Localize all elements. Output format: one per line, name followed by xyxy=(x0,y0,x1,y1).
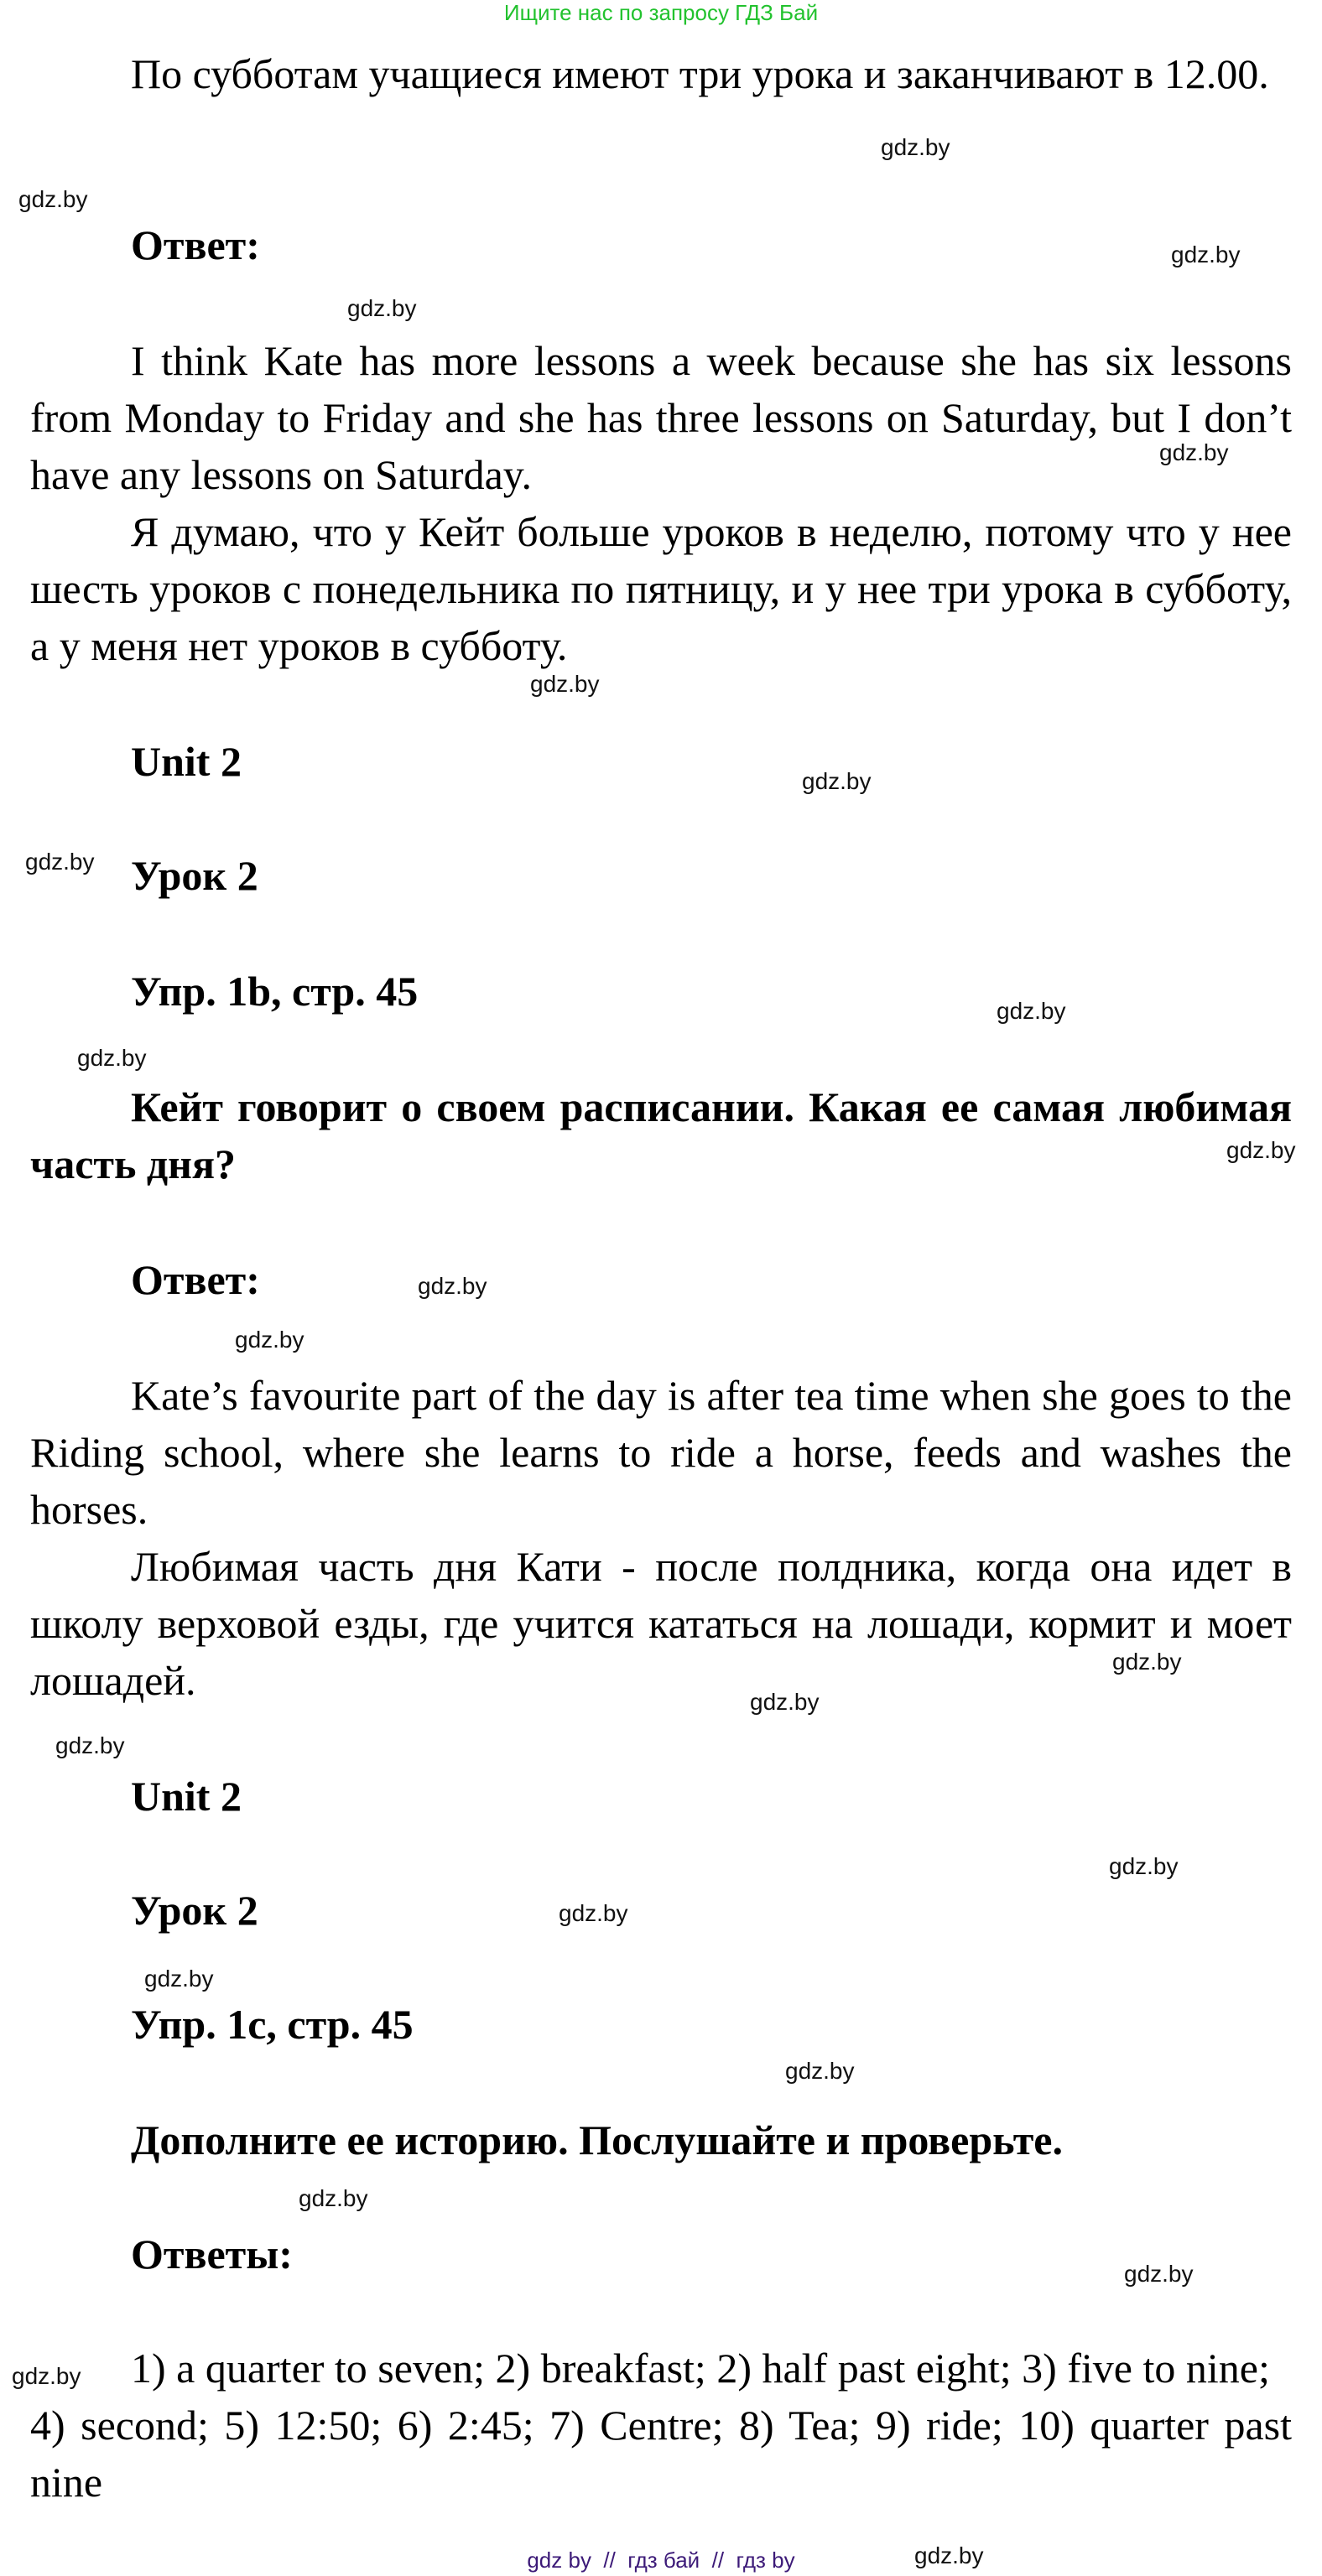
section-3-answers xyxy=(30,2340,1292,2511)
section-1-answer-label xyxy=(30,216,1292,273)
section-3-task xyxy=(30,2111,1292,2168)
section-3-answer-label xyxy=(30,2225,1292,2283)
exercise-heading: Упр. 1c, стр. 45 xyxy=(131,2001,414,2048)
section-2-task xyxy=(30,1078,1292,1192)
watermark-text: gdz.by xyxy=(55,1732,125,1758)
watermark-text: gdz.by xyxy=(750,1689,820,1715)
footer-banner: gdz by // гдз бай // гдз by xyxy=(527,2547,795,2573)
section-2-lesson xyxy=(30,847,1292,904)
watermark-text: gdz.by xyxy=(18,186,88,212)
watermark-text: gdz.by xyxy=(559,1900,628,1926)
watermark-text: gdz.by xyxy=(881,134,950,160)
watermark-text: gdz.by xyxy=(1159,439,1229,465)
watermark-text: gdz.by xyxy=(418,1273,487,1299)
intro-paragraph-ru: По субботам учащиеся имеют три урока и заканчивают в 12.00. xyxy=(131,50,1269,97)
section-2-answer xyxy=(30,1367,1292,1709)
answer-paragraph-ru: Любимая часть дня Кати - после полдника, когда она идет в школу верховой езды, где учится кататься на лошади, кормит и моет лошадей. xyxy=(30,1543,1292,1704)
watermark-text: gdz.by xyxy=(347,295,417,321)
watermark-text: gdz.by xyxy=(144,1966,214,1992)
watermark-text: gdz.by xyxy=(1109,1853,1179,1879)
section-2-exercise xyxy=(30,963,1292,1020)
section-1-intro xyxy=(30,45,1292,102)
unit-heading: Unit 2 xyxy=(131,1773,242,1820)
watermark-text: gdz.by xyxy=(1124,2261,1194,2287)
watermark-text: gdz.by xyxy=(530,671,600,697)
answers-label: Ответы: xyxy=(131,2231,293,2277)
answer-paragraph-en: I think Kate has more lessons a week because she has six lessons from Monday to Friday and she has three lessons on Saturday, but I don’t have any lessons on Saturday. xyxy=(30,337,1292,498)
section-1-answer xyxy=(30,332,1292,674)
top-search-banner: Ищите нас по запросу ГДЗ Бай xyxy=(503,0,819,25)
watermark-text: gdz.by xyxy=(77,1045,147,1071)
watermark-text: gdz.by xyxy=(235,1327,304,1353)
watermark-text: gdz.by xyxy=(1226,1137,1296,1163)
watermark-text: gdz.by xyxy=(12,2363,81,2389)
watermark-text: gdz.by xyxy=(1112,1649,1182,1675)
exercise-heading: Упр. 1b, стр. 45 xyxy=(131,968,419,1015)
section-2-answer-label xyxy=(30,1251,1292,1308)
section-3-unit xyxy=(30,1768,1292,1825)
answer-paragraph-ru: Я думаю, что у Кейт больше уроков в неделю, потому что у нее шесть уроков с понедельника по пятницу, и у нее три урока в субботу, а у меня нет уроков в субботу. xyxy=(30,508,1292,669)
answers-line-2: 4) second; 5) 12:50; 6) 2:45; 7) Centre; 8) Tea; 9) ride; 10) quarter past nine xyxy=(30,2402,1292,2506)
answers-line-1: 1) a quarter to seven; 2) breakfast; 2) half past eight; 3) five to nine; xyxy=(131,2345,1270,2392)
task-text: Дополните ее историю. Послушайте и проверьте. xyxy=(131,2116,1063,2163)
watermark-text: gdz.by xyxy=(997,998,1066,1024)
answer-label: Ответ: xyxy=(131,1256,260,1303)
task-text: Кейт говорит о своем расписании. Какая ее самая любимая часть дня? xyxy=(30,1083,1292,1187)
section-3-lesson xyxy=(30,1882,1292,1939)
watermark-text: gdz.by xyxy=(299,2185,368,2211)
answer-label: Ответ: xyxy=(131,221,260,268)
watermark-text: gdz.by xyxy=(785,2058,855,2084)
watermark-text: gdz.by xyxy=(1171,242,1241,267)
section-3-exercise xyxy=(30,1996,1292,2053)
lesson-heading: Урок 2 xyxy=(131,852,258,899)
watermark-text: gdz.by xyxy=(25,849,95,875)
section-2-unit xyxy=(30,733,1292,790)
answer-paragraph-en: Kate’s favourite part of the day is after tea time when she goes to the Riding school, where she learns to ride a horse, feeds and washes the horses. xyxy=(30,1372,1292,1533)
watermark-text: gdz.by xyxy=(802,768,872,794)
watermark-text: gdz.by xyxy=(914,2542,984,2568)
lesson-heading: Урок 2 xyxy=(131,1887,258,1934)
unit-heading: Unit 2 xyxy=(131,738,242,785)
